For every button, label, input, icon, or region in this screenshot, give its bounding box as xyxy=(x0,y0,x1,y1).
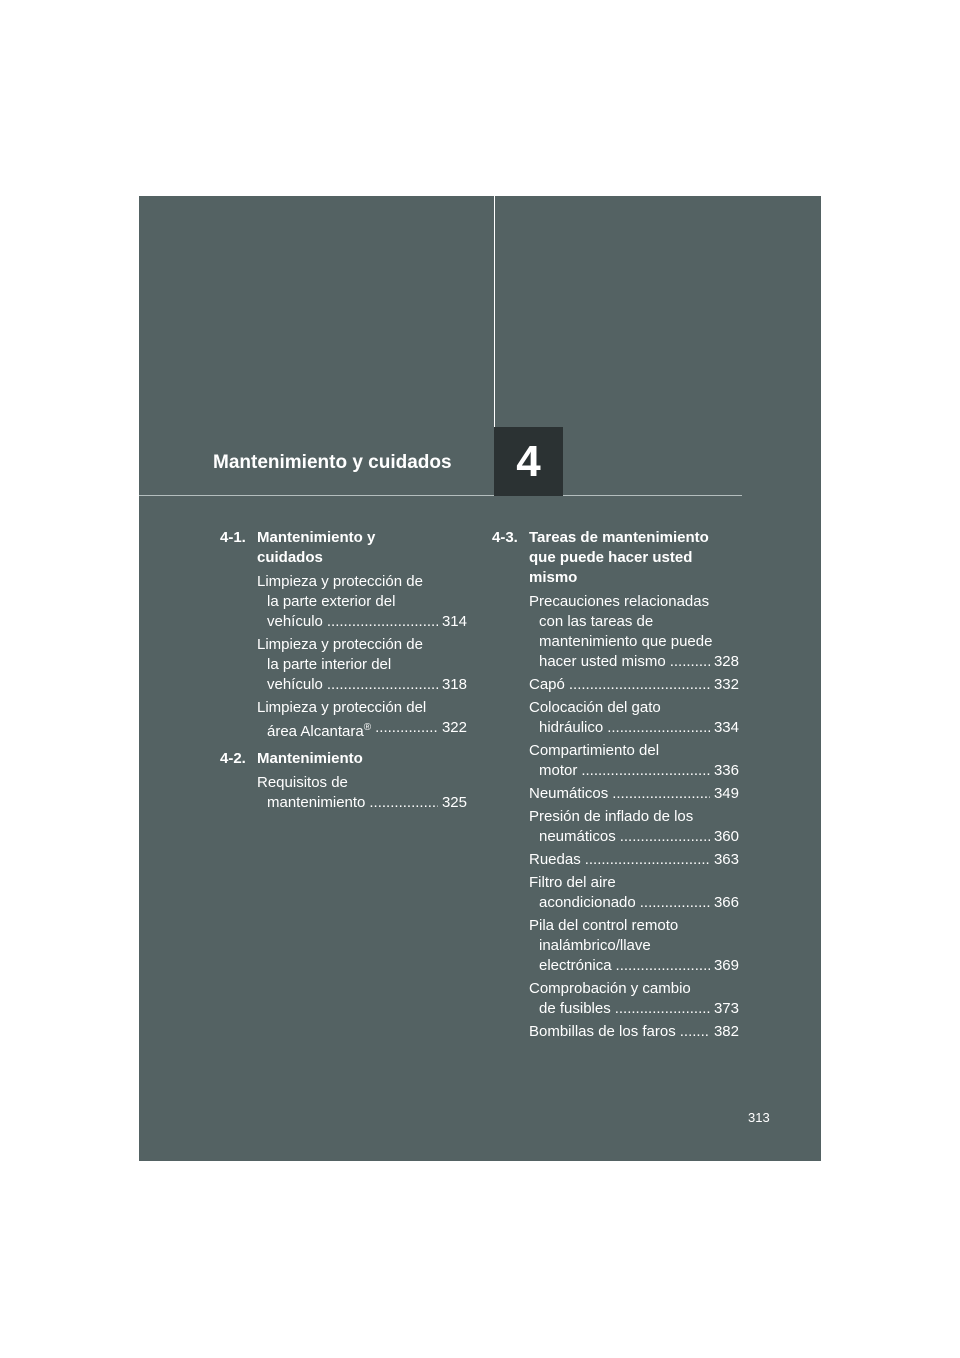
entry-line: hacer usted mismo xyxy=(539,653,666,670)
page-ref: 363 xyxy=(713,851,739,868)
section-title: Tareas de mantenimiento que puede hacer usted mismo xyxy=(529,529,709,586)
leader-dots xyxy=(680,1022,710,1042)
entry-line: Requisitos de xyxy=(257,774,348,791)
leader-dots xyxy=(585,850,710,870)
header-rule xyxy=(139,495,742,496)
toc-entry[interactable] xyxy=(257,572,467,632)
page-ref: 382 xyxy=(713,1023,739,1040)
entry-line: con las tareas de xyxy=(539,613,654,630)
leader-dots xyxy=(616,956,710,976)
leader-dots xyxy=(327,675,438,695)
leader-dots xyxy=(620,827,710,847)
section-4-2 xyxy=(220,749,467,816)
entry-page-line xyxy=(529,1022,739,1042)
entry-line: de fusibles xyxy=(539,1000,611,1017)
section-number: 4-2. xyxy=(220,750,246,767)
entry-page-line xyxy=(529,893,739,913)
page-ref: 322 xyxy=(441,719,467,736)
toc-entry[interactable] xyxy=(529,784,739,804)
toc-entry[interactable] xyxy=(529,807,739,847)
entry-line: Limpieza y protección del xyxy=(257,699,427,716)
entry-line: inalámbrico/llave xyxy=(539,937,651,954)
page-number: 313 xyxy=(748,1110,770,1125)
toc-entry[interactable] xyxy=(529,592,739,672)
entry-line: Capó xyxy=(529,676,565,693)
page-ref: 349 xyxy=(713,785,739,802)
toc-entry[interactable] xyxy=(257,635,467,695)
toc-entry[interactable] xyxy=(529,741,739,781)
page-ref: 318 xyxy=(441,676,467,693)
page-ref: 369 xyxy=(713,957,739,974)
leader-dots xyxy=(327,612,438,632)
entry-line: Ruedas xyxy=(529,851,581,868)
entry-page-line xyxy=(529,850,739,870)
page-ref: 328 xyxy=(713,653,739,670)
entry-line: la parte interior del xyxy=(267,656,392,673)
leader-dots xyxy=(607,718,710,738)
toc-entry[interactable] xyxy=(529,675,739,695)
page-ref: 336 xyxy=(713,762,739,779)
page-ref: 314 xyxy=(441,613,467,630)
leader-dots xyxy=(612,784,710,804)
chapter-number-box xyxy=(494,427,563,496)
entry-page-line xyxy=(257,675,467,695)
chapter-number: 4 xyxy=(516,436,541,486)
entry-line: la parte exterior del xyxy=(267,593,396,610)
toc-entry[interactable] xyxy=(529,698,739,738)
section-heading xyxy=(220,749,467,769)
leader-dots xyxy=(670,652,710,672)
entry-line: Comprobación y cambio xyxy=(529,980,691,997)
entry-line: vehículo xyxy=(267,613,323,630)
entry-line: hidráulico xyxy=(539,719,604,736)
entry-line: Pila del control remoto xyxy=(529,917,679,934)
entry-line: Precauciones relacionadas xyxy=(529,593,710,610)
leader-dots xyxy=(640,893,710,913)
entry-line: Compartimiento del xyxy=(529,742,660,759)
section-title: Mantenimiento xyxy=(257,750,363,767)
page-ref: 360 xyxy=(713,828,739,845)
chapter-title: Mantenimiento y cuidados xyxy=(213,452,452,473)
toc-entry[interactable] xyxy=(257,773,467,813)
entry-line: Filtro del aire xyxy=(529,874,616,891)
leader-dots xyxy=(569,675,710,695)
entry-page-line xyxy=(257,612,467,632)
entry-page-line xyxy=(257,718,467,742)
toc-entry[interactable] xyxy=(529,850,739,870)
page-ref: 332 xyxy=(713,676,739,693)
page-ref: 366 xyxy=(713,894,739,911)
entry-line: motor xyxy=(539,762,578,779)
leader-dots xyxy=(615,999,710,1019)
section-number: 4-1. xyxy=(220,529,246,546)
entry-line: Colocación del gato xyxy=(529,699,661,716)
registered-mark: ® xyxy=(363,722,372,733)
entry-page-line xyxy=(529,999,739,1019)
page-ref: 325 xyxy=(441,794,467,811)
entry-text: área Alcantara xyxy=(267,723,364,740)
section-number: 4-3. xyxy=(492,529,518,546)
entry-page-line xyxy=(529,784,739,804)
entry-page-line xyxy=(529,827,739,847)
entry-page-line xyxy=(529,652,739,672)
entry-line: neumáticos xyxy=(539,828,616,845)
entry-line: Limpieza y protección de xyxy=(257,636,423,653)
entry-line: Bombillas de los faros xyxy=(529,1023,676,1040)
entry-page-line xyxy=(529,675,739,695)
page-ref: 373 xyxy=(713,1000,739,1017)
entry-line: Neumáticos xyxy=(529,785,609,802)
entry-page-line xyxy=(257,793,467,813)
entry-page-line xyxy=(529,761,739,781)
entry-page-line xyxy=(529,956,739,976)
page-ref: 334 xyxy=(713,719,739,736)
entry-line: Presión de inflado de los xyxy=(529,808,694,825)
entry-line: electrónica xyxy=(539,957,612,974)
section-heading xyxy=(492,528,739,588)
entry-line: Limpieza y protección de xyxy=(257,573,423,590)
section-title: Mantenimiento y cuidados xyxy=(257,529,376,566)
section-heading xyxy=(220,528,467,568)
toc-entry[interactable] xyxy=(257,698,467,742)
entry-line: mantenimiento xyxy=(267,794,366,811)
toc-entry[interactable] xyxy=(529,1022,739,1042)
leader-dots xyxy=(581,761,710,781)
entry-line: acondicionado xyxy=(539,894,636,911)
leader-dots xyxy=(375,718,438,742)
entry-line: mantenimiento que puede xyxy=(539,633,713,650)
toc-entry[interactable] xyxy=(529,916,739,976)
entry-line: vehículo xyxy=(267,676,323,693)
toc-entry[interactable] xyxy=(529,873,739,913)
leader-dots xyxy=(369,793,438,813)
section-4-1 xyxy=(220,528,467,745)
entry-line xyxy=(267,718,371,742)
toc-entry[interactable] xyxy=(529,979,739,1019)
section-4-3 xyxy=(492,528,739,1045)
entry-page-line xyxy=(529,718,739,738)
